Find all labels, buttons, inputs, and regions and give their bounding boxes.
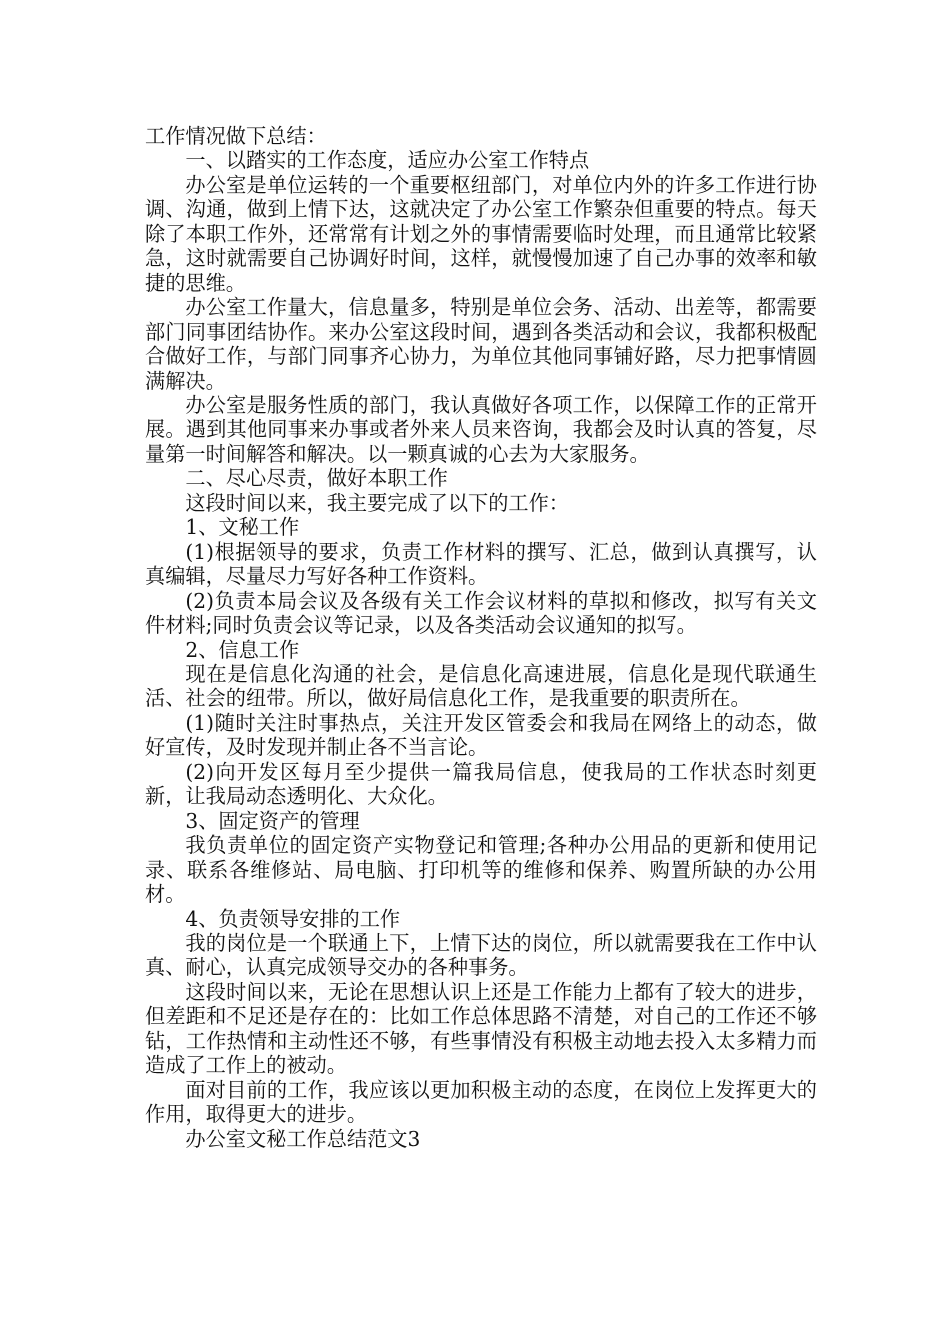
paragraph-secretarial-item-1: (1)根据领导的要求，负责工作材料的撰写、汇总，做到认真撰写，认真编辑，尽量尽力写好各种工作资料。 xyxy=(145,539,817,589)
paragraph-office-service: 办公室是服务性质的部门，我认真做好各项工作，以保障工作的正常开展。遇到其他同事来办事或者外来人员来咨询，我都会及时认真的答复，尽量第一时间解答和解决。以一颗真诚的心去为大家服务。 xyxy=(145,392,817,466)
paragraph-information-society: 现在是信息化沟通的社会，是信息化高速进展，信息化是现代联通生活、社会的纽带。所以，做好局信息化工作，是我重要的职责所在。 xyxy=(145,661,817,711)
paragraph-intro: 工作情况做下总结： xyxy=(145,124,327,148)
subheading-information-work: 2、信息工作 xyxy=(185,637,300,662)
subheading-secretarial-work: 1、文秘工作 xyxy=(185,515,300,540)
paragraph-future-outlook: 面对目前的工作，我应该以更加积极主动的态度，在岗位上发挥更大的作用，取得更大的进步。 xyxy=(145,1077,817,1127)
paragraph-information-item-1: (1)随时关注时事热点，关注开发区管委会和我局在网络上的动态，做好宣传，及时发现并制止各不当言论。 xyxy=(145,710,817,760)
document-page xyxy=(145,124,817,1151)
paragraph-leader-tasks: 我的岗位是一个联通上下，上情下达的岗位，所以就需要我在工作中认真、耐心，认真完成领导交办的各种事务。 xyxy=(145,930,817,980)
subheading-fixed-assets: 3、固定资产的管理 xyxy=(185,808,360,833)
section-heading-1: 一、以踏实的工作态度，适应办公室工作特点 xyxy=(185,148,590,173)
paragraph-progress-review: 这段时间以来，无论在思想认识上还是工作能力上都有了较大的进步，但差距和不足还是存在的：比如工作总体思路不清楚，对自己的工作还不够钻，工作热情和主动性还不够，有些事情没有积极主动地去投入太多精力而造成了工作上的被动。 xyxy=(145,979,817,1078)
paragraph-office-workload: 办公室工作量大，信息量多，特别是单位会务、活动、出差等，都需要部门同事团结协作。来办公室这段时间，遇到各类活动和会议，我都积极配合做好工作，与部门同事齐心协力，为单位其他同事铺好路，尽力把事情圆满解决。 xyxy=(145,295,817,393)
next-article-title: 办公室文秘工作总结范文3 xyxy=(185,1126,421,1151)
paragraph-fixed-assets: 我负责单位的固定资产实物登记和管理;各种办公用品的更新和使用记录、联系各维修站、局电脑、打印机等的维修和保养、购置所缺的办公用材。 xyxy=(145,833,817,907)
paragraph-information-item-2: (2)向开发区每月至少提供一篇我局信息，使我局的工作状态时刻更新，让我局动态透明化、大众化。 xyxy=(145,759,817,809)
paragraph-office-hub: 办公室是单位运转的一个重要枢纽部门，对单位内外的许多工作进行协调、沟通，做到上情下达，这就决定了办公室工作繁杂但重要的特点。每天除了本职工作外，还常常有计划之外的事情需要临时处理，而且通常比较紧急，这时就需要自己协调好时间，这样，就慢慢加速了自己办事的效率和敏捷的思维。 xyxy=(145,172,817,295)
section-heading-2: 二、尽心尽责，做好本职工作 xyxy=(185,466,448,491)
subheading-leader-tasks: 4、负责领导安排的工作 xyxy=(185,906,401,931)
paragraph-work-summary: 这段时间以来，我主要完成了以下的工作： xyxy=(185,490,569,515)
paragraph-secretarial-item-2: (2)负责本局会议及各级有关工作会议材料的草拟和修改，拟写有关文件材料;同时负责会议等记录，以及各类活动会议通知的拟写。 xyxy=(145,588,817,638)
